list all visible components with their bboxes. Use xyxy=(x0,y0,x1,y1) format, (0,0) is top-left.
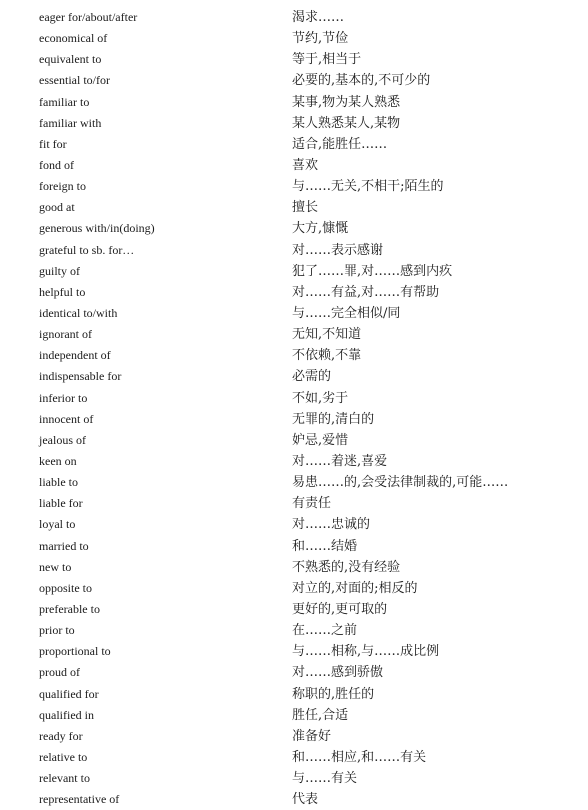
phrase-list xyxy=(0,7,588,810)
phrase-chinese: 大方,慷慨 xyxy=(292,221,349,237)
phrase-chinese: 对……忠诚的 xyxy=(292,517,371,533)
list-item xyxy=(0,514,588,535)
phrase-chinese: 有责任 xyxy=(292,496,332,512)
phrase-english: eager for/about/after xyxy=(39,10,138,24)
phrase-english: proportional to xyxy=(39,644,111,659)
phrase-chinese: 和……结婚 xyxy=(292,538,358,554)
list-item xyxy=(0,726,588,747)
list-item xyxy=(0,662,588,683)
phrase-chinese: 喜欢 xyxy=(292,157,319,173)
list-item xyxy=(0,641,588,662)
phrase-english: identical to/with xyxy=(39,305,118,320)
phrase-english: inferior to xyxy=(39,390,88,405)
list-item xyxy=(0,92,588,113)
phrase-chinese: 不熟悉的,没有经验 xyxy=(292,559,401,575)
phrase-english: essential to/for xyxy=(39,73,110,88)
phrase-chinese: 必要的,基本的,不可少的 xyxy=(292,73,431,89)
phrase-chinese: 在……之前 xyxy=(292,623,358,639)
phrase-english: qualified in xyxy=(39,707,94,722)
phrase-english: equivalent to xyxy=(39,52,102,67)
phrase-english: innocent of xyxy=(39,411,94,426)
phrase-english: prior to xyxy=(39,623,75,638)
list-item xyxy=(0,536,588,557)
phrase-chinese: 对……着迷,喜爱 xyxy=(292,453,388,469)
phrase-english: ready for xyxy=(39,728,83,743)
phrase-english: ignorant of xyxy=(39,327,92,342)
list-item xyxy=(0,684,588,705)
phrase-english: keen on xyxy=(39,453,77,468)
phrase-chinese: 某事,物为某人熟悉 xyxy=(292,94,401,110)
list-item xyxy=(0,472,588,493)
phrase-chinese: 节约,节俭 xyxy=(292,31,349,47)
phrase-chinese: 犯了……罪,对……感到内疚 xyxy=(292,263,453,279)
phrase-chinese: 适合,能胜任…… xyxy=(292,136,388,152)
phrase-english: guilty of xyxy=(39,263,80,278)
phrase-chinese: 代表 xyxy=(292,792,319,808)
phrase-english: married to xyxy=(39,538,89,553)
phrase-english: liable for xyxy=(39,496,83,511)
list-item xyxy=(0,747,588,768)
phrase-chinese: 无知,不知道 xyxy=(292,327,362,343)
phrase-chinese: 对……表示感谢 xyxy=(292,242,384,258)
list-item xyxy=(0,240,588,261)
phrase-chinese: 不依赖,不靠 xyxy=(292,348,362,364)
list-item xyxy=(0,282,588,303)
phrase-chinese: 更好的,更可取的 xyxy=(292,601,388,617)
phrase-english: jealous of xyxy=(39,432,86,447)
list-item xyxy=(0,578,588,599)
list-item xyxy=(0,303,588,324)
list-item xyxy=(0,493,588,514)
phrase-chinese: 对……感到骄傲 xyxy=(292,665,384,681)
phrase-english: foreign to xyxy=(39,179,86,194)
phrase-chinese: 渴求…… xyxy=(292,10,345,25)
phrase-english: indispensable for xyxy=(39,369,122,384)
list-item xyxy=(0,134,588,155)
phrase-english: familiar with xyxy=(39,115,102,130)
phrase-english: opposite to xyxy=(39,580,92,595)
phrase-chinese: 不如,劣于 xyxy=(292,390,349,406)
phrase-chinese: 与……无关,不相干;陌生的 xyxy=(292,179,444,195)
list-item xyxy=(0,324,588,345)
phrase-english: relevant to xyxy=(39,771,90,786)
list-item xyxy=(0,7,588,28)
list-item xyxy=(0,366,588,387)
list-item xyxy=(0,49,588,70)
phrase-english: loyal to xyxy=(39,517,76,532)
phrase-chinese: 对……有益,对……有帮助 xyxy=(292,284,440,300)
phrase-chinese: 与……有关 xyxy=(292,771,358,787)
list-item xyxy=(0,113,588,134)
phrase-chinese: 妒忌,爱惜 xyxy=(292,432,349,448)
phrase-chinese: 与……相称,与……成比例 xyxy=(292,644,440,660)
list-item xyxy=(0,345,588,366)
phrase-english: familiar to xyxy=(39,94,90,109)
phrase-chinese: 对立的,对面的;相反的 xyxy=(292,580,418,596)
list-item xyxy=(0,451,588,472)
phrase-english: liable to xyxy=(39,475,78,490)
list-item xyxy=(0,599,588,620)
list-item xyxy=(0,409,588,430)
list-item xyxy=(0,620,588,641)
list-item xyxy=(0,705,588,726)
list-item xyxy=(0,176,588,197)
phrase-chinese: 必需的 xyxy=(292,369,332,385)
phrase-english: preferable to xyxy=(39,601,100,616)
phrase-english: independent of xyxy=(39,348,111,363)
phrase-english: proud of xyxy=(39,665,80,680)
list-item xyxy=(0,261,588,282)
phrase-english: qualified for xyxy=(39,686,99,701)
list-item xyxy=(0,430,588,451)
phrase-chinese: 与……完全相似/同 xyxy=(292,305,401,321)
list-item xyxy=(0,218,588,239)
phrase-chinese: 准备好 xyxy=(292,728,332,744)
phrase-chinese: 某人熟悉某人,某物 xyxy=(292,115,401,131)
phrase-english: relative to xyxy=(39,749,88,764)
list-item xyxy=(0,768,588,789)
phrase-english: helpful to xyxy=(39,284,86,299)
list-item xyxy=(0,197,588,218)
phrase-english: fit for xyxy=(39,136,67,151)
phrase-english: representative of xyxy=(39,792,120,807)
phrase-chinese: 易患……的,会受法律制裁的,可能…… xyxy=(292,475,509,491)
phrase-chinese: 擅长 xyxy=(292,200,319,216)
list-item xyxy=(0,557,588,578)
list-item xyxy=(0,388,588,409)
phrase-chinese: 称职的,胜任的 xyxy=(292,686,375,702)
list-item xyxy=(0,789,588,810)
list-item xyxy=(0,70,588,91)
phrase-chinese: 无罪的,清白的 xyxy=(292,411,375,427)
list-item xyxy=(0,155,588,176)
list-item xyxy=(0,28,588,49)
phrase-english: good at xyxy=(39,200,75,215)
phrase-chinese: 胜任,合适 xyxy=(292,707,349,723)
phrase-english: economical of xyxy=(39,31,108,46)
phrase-chinese: 等于,相当于 xyxy=(292,52,362,68)
phrase-english: fond of xyxy=(39,157,74,172)
phrase-chinese: 和……相应,和……有关 xyxy=(292,749,427,765)
phrase-english: grateful to sb. for… xyxy=(39,242,135,257)
phrase-english: generous with/in(doing) xyxy=(39,221,155,236)
phrase-english: new to xyxy=(39,559,72,574)
